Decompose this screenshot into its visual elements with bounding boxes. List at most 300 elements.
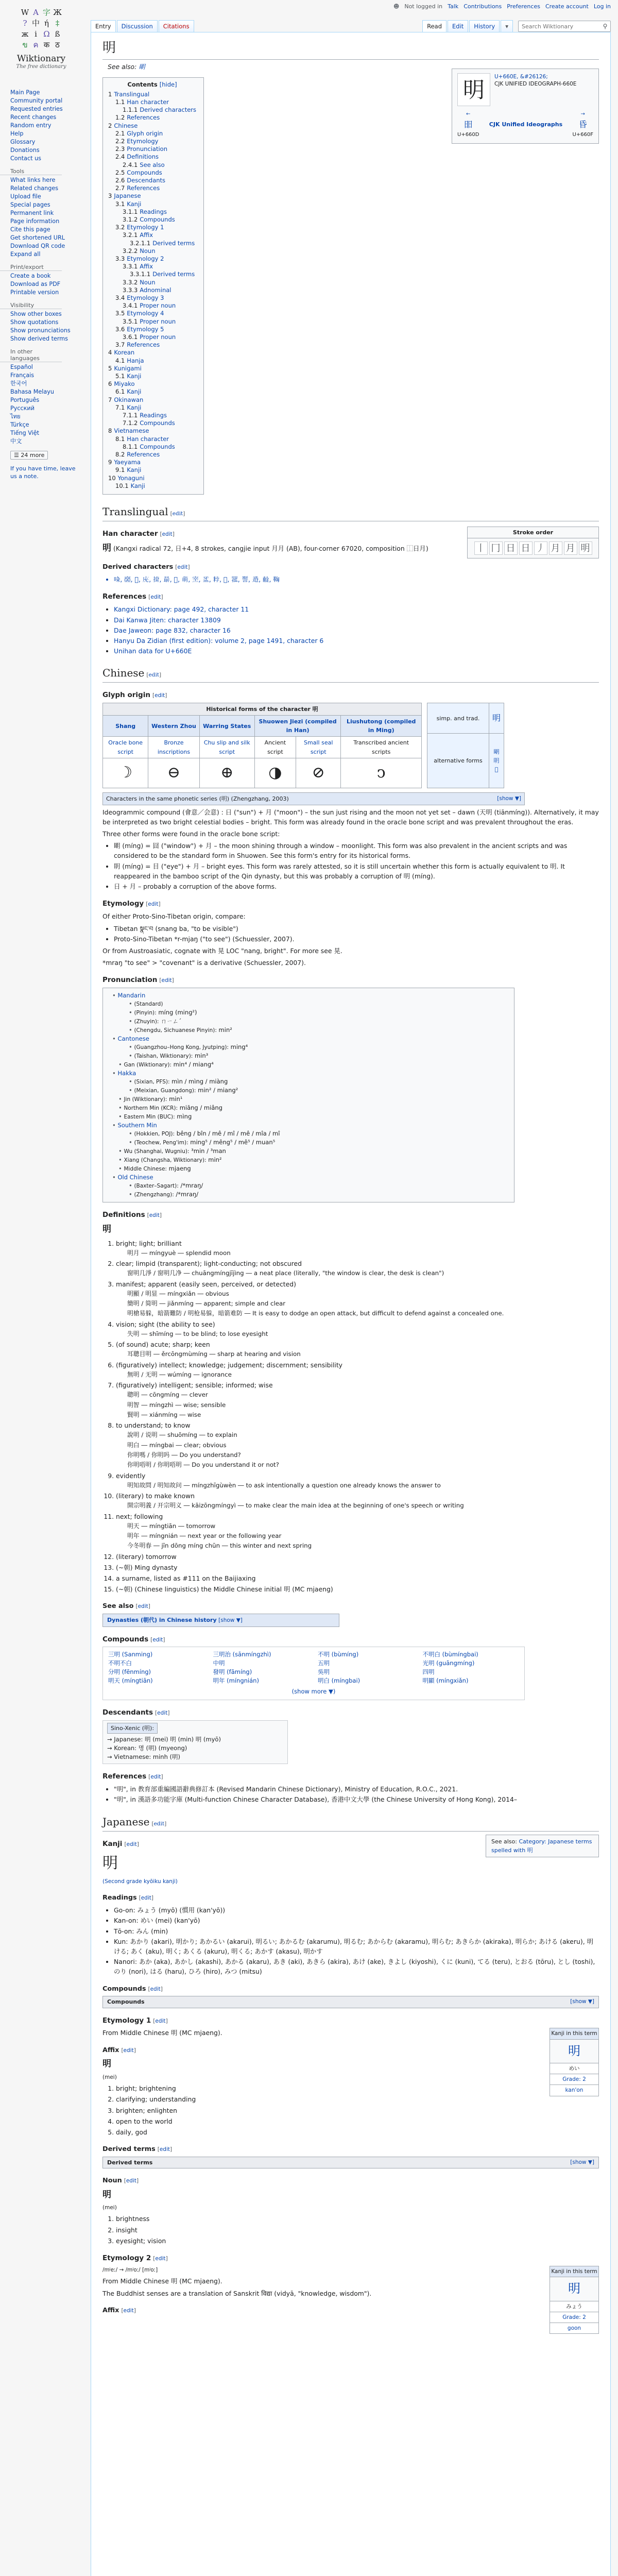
tab-history[interactable]: History — [469, 20, 500, 32]
sidebar-tool-item-link[interactable]: What links here — [10, 177, 56, 183]
toc-item[interactable] — [108, 263, 196, 270]
pron-variety[interactable]: (Meixian, Guangdong): — [134, 1088, 196, 1094]
alt-form-1[interactable]: 朙 — [493, 748, 500, 755]
toc-link[interactable]: Glyph origin — [127, 129, 163, 137]
historical-glyph[interactable]: ⊖ — [148, 758, 199, 788]
sidebar-language-item[interactable] — [10, 396, 82, 404]
sidebar-language-item-link[interactable]: Türkçe — [10, 421, 29, 428]
sidebar-language-item-link[interactable]: ไทย — [10, 413, 21, 420]
sidebar-language-item-link[interactable]: 中文 — [10, 438, 22, 445]
toc-link[interactable]: References — [127, 341, 160, 349]
toc-item[interactable] — [108, 153, 196, 161]
unicode-codepoint[interactable]: U+660E, &#26126; — [494, 74, 548, 80]
edit-link[interactable]: edit — [141, 1895, 151, 1902]
toc-item[interactable] — [108, 466, 196, 474]
toc-link[interactable]: Kanji — [127, 466, 142, 474]
toc-link[interactable]: Kanji — [127, 403, 142, 411]
sidebar-tool-item-link[interactable]: Cite this page — [10, 226, 50, 233]
edit-link[interactable]: edit — [123, 2307, 134, 2314]
sidebar-visibility-item-link[interactable]: Show pronunciations — [10, 327, 71, 334]
toc-item[interactable] — [108, 216, 196, 224]
compound-item[interactable]: 不明白 (bùmíngbai) — [422, 1651, 478, 1658]
pron-variety[interactable]: Cantonese — [117, 1035, 149, 1043]
sidebar-visibility-item[interactable] — [10, 327, 82, 335]
kanji-box-grade[interactable]: Grade: 2 — [550, 2074, 598, 2084]
sidebar-nav-item[interactable] — [10, 122, 82, 130]
toc-link[interactable]: Derived terms — [152, 239, 195, 247]
toc-item[interactable] — [108, 365, 196, 372]
compound-item[interactable]: 三明治 (sānmíngzhì) — [213, 1651, 271, 1658]
search-icon[interactable]: ⚲ — [603, 23, 608, 30]
historical-glyph[interactable]: ↄ — [341, 758, 422, 788]
sidebar-language-item[interactable] — [10, 380, 82, 388]
toc-item[interactable] — [108, 224, 196, 231]
edit-link[interactable]: edit — [149, 1212, 160, 1219]
sidebar-language-item[interactable] — [10, 363, 82, 371]
simp-trad-char[interactable]: 明 — [489, 703, 504, 734]
sidebar-tool-item[interactable] — [10, 201, 82, 209]
toc-link[interactable]: Compounds — [140, 419, 175, 427]
alt-form-2[interactable]: 眀 — [493, 757, 500, 764]
left-arrow-icon[interactable]: ← — [466, 111, 471, 117]
toc-link[interactable]: References — [127, 451, 160, 459]
sidebar-language-item-link[interactable]: Français — [10, 372, 35, 379]
sidebar-tool-item-link[interactable]: Upload file — [10, 193, 41, 200]
pron-variety[interactable]: (Sixian, PFS): — [134, 1079, 170, 1086]
col-warring-states[interactable]: Warring States — [199, 716, 254, 737]
toc-link[interactable]: Kanji — [127, 200, 142, 208]
toc-item[interactable] — [108, 302, 196, 310]
sidebar-language-item[interactable] — [10, 413, 82, 421]
category-link[interactable]: Category: Japanese terms spelled with 明 — [491, 1838, 592, 1854]
edit-link[interactable]: edit — [155, 2256, 166, 2262]
toc-item[interactable] — [108, 247, 196, 255]
sidebar-visibility-item-link[interactable]: Show other boxes — [10, 311, 62, 317]
pron-variety[interactable]: (Teochew, Peng'im): — [134, 1140, 188, 1146]
toc-item[interactable] — [108, 341, 196, 349]
sidebar-nav-item[interactable] — [10, 89, 82, 97]
pron-variety[interactable]: (Zhuyin): — [134, 1019, 159, 1025]
sidebar-print-item-link[interactable]: Download as PDF — [10, 281, 61, 287]
sub-small-seal[interactable]: Small seal script — [296, 737, 341, 758]
compound-item[interactable]: 發明 (fāmíng) — [213, 1668, 252, 1676]
more-languages-button[interactable]: ☰ 24 more — [10, 451, 48, 460]
toc-link[interactable]: Proper noun — [140, 317, 176, 325]
edit-link[interactable]: edit — [154, 692, 165, 699]
toc-link[interactable]: References — [127, 114, 160, 122]
pron-variety[interactable]: (Hokkien, POJ): — [134, 1131, 175, 1138]
toc-item[interactable] — [108, 412, 196, 419]
edit-link[interactable]: edit — [150, 1986, 161, 1992]
sidebar-tool-item[interactable] — [10, 184, 82, 193]
sidebar-language-item[interactable] — [10, 404, 82, 413]
toc-link[interactable]: Descendants — [127, 176, 166, 184]
edit-link[interactable]: edit — [148, 672, 160, 679]
col-shang[interactable]: Shang — [103, 716, 148, 737]
toc-link[interactable]: Kanji — [127, 388, 142, 396]
contributions-link[interactable]: Contributions — [464, 3, 502, 10]
toc-link[interactable]: Yaeyama — [114, 459, 141, 466]
pron-variety[interactable]: Northern Min (KCR): — [124, 1105, 178, 1112]
toc-item[interactable] — [108, 419, 196, 427]
toc-item[interactable] — [108, 114, 196, 122]
toc-item[interactable] — [108, 459, 196, 466]
sidebar-language-item-link[interactable]: Tiếng Việt — [10, 430, 40, 436]
toc-link[interactable]: Etymology 1 — [127, 224, 164, 231]
edit-link[interactable]: edit — [123, 2047, 134, 2054]
compound-item[interactable]: 明顯 (míngxiǎn) — [422, 1677, 469, 1685]
toc-item[interactable] — [108, 443, 196, 451]
sidebar-language-item-link[interactable]: Português — [10, 397, 40, 403]
site-logo[interactable] — [0, 0, 82, 82]
sidebar-visibility-item[interactable] — [10, 318, 82, 327]
sidebar-visibility-item[interactable] — [10, 335, 82, 343]
compound-item[interactable]: 三明 (Sanming) — [108, 1651, 153, 1658]
kanji-box-kind[interactable]: kan'on — [550, 2084, 598, 2095]
historical-glyph[interactable]: ⊘ — [296, 758, 341, 788]
toc-item[interactable] — [108, 318, 196, 326]
sidebar-language-item-link[interactable]: 한국어 — [10, 380, 27, 387]
pron-variety[interactable]: Middle Chinese: — [124, 1166, 167, 1173]
toc-item[interactable] — [108, 294, 196, 302]
dynasties-label[interactable]: Dynasties (朝代) in Chinese history — [107, 1617, 217, 1624]
sidebar-nav-item[interactable] — [10, 105, 82, 113]
sidebar-nav-item-link[interactable]: Help — [10, 130, 24, 137]
compound-item[interactable]: 分明 (fēnmíng) — [108, 1668, 151, 1676]
phonetic-show-toggle[interactable]: [show ▼] — [497, 795, 521, 802]
toc-link[interactable]: Etymology — [127, 137, 159, 145]
toc-item[interactable] — [108, 482, 196, 490]
compound-item[interactable]: 不明 (bùmíng) — [318, 1651, 359, 1658]
sidebar-nav-item[interactable] — [10, 146, 82, 155]
sidebar-nav-item-link[interactable]: Community portal — [10, 97, 63, 104]
toc-item[interactable] — [108, 279, 196, 286]
toc-link[interactable]: See also — [140, 161, 165, 168]
phonetic-series-bar[interactable] — [102, 792, 525, 805]
ja-derived-show[interactable]: [show ▼] — [570, 2159, 594, 2165]
sidebar-visibility-item[interactable] — [10, 310, 82, 318]
toc-link[interactable]: Definitions — [127, 153, 159, 161]
sidebar-language-item[interactable] — [10, 371, 82, 380]
toc-link[interactable]: Yonaguni — [117, 474, 145, 482]
pron-variety[interactable]: (Zhengzhang): — [134, 1192, 174, 1198]
search-input[interactable] — [519, 23, 600, 30]
kanji-box-char[interactable]: 明 — [568, 2043, 580, 2058]
sub-chu-slip[interactable]: Chu slip and silk script — [199, 737, 254, 758]
kanji-box-2-grade[interactable]: Grade: 2 — [550, 2312, 598, 2323]
historical-glyph[interactable]: ⊕ — [199, 758, 254, 788]
sub-oracle-bone[interactable]: Oracle bone script — [103, 737, 148, 758]
more-tab-menu[interactable] — [501, 20, 513, 32]
toc-link[interactable]: Miyako — [114, 380, 135, 388]
ja-compounds-bar[interactable] — [102, 1996, 599, 2008]
pron-variety[interactable]: (Taishan, Wiktionary): — [134, 1053, 193, 1060]
tab-edit[interactable]: Edit — [448, 20, 468, 32]
toc-item[interactable] — [108, 474, 196, 482]
toc-item[interactable] — [108, 192, 196, 200]
sidebar-tool-item[interactable] — [10, 176, 82, 184]
leave-note-text[interactable]: If you have time, leave us a note. — [10, 465, 76, 480]
sidebar-tool-item-link[interactable]: Related changes — [10, 185, 59, 192]
edit-link[interactable]: edit — [153, 1820, 165, 1827]
toc-item[interactable] — [108, 270, 196, 278]
sidebar-tool-item[interactable] — [10, 226, 82, 234]
compound-item[interactable]: 明白 (míngbai) — [318, 1677, 360, 1685]
sidebar-nav-item[interactable] — [10, 97, 82, 105]
sidebar-language-item-link[interactable]: Español — [10, 364, 33, 370]
sidebar-nav-item[interactable] — [10, 113, 82, 122]
block-name-link[interactable]: CJK Unified Ideographs — [489, 121, 563, 128]
toc-item[interactable] — [108, 435, 196, 443]
next-char[interactable]: 昏 — [578, 119, 587, 129]
edit-link[interactable]: edit — [126, 2178, 137, 2184]
kanji-grade-link[interactable]: (Second grade kyōiku kanji) — [102, 1878, 178, 1885]
toc-link[interactable]: Kunigami — [114, 364, 142, 372]
kanji-box-2-kind[interactable]: goon — [550, 2323, 598, 2333]
edit-link[interactable]: edit — [159, 2146, 170, 2153]
sidebar-print-item[interactable] — [10, 272, 82, 280]
dynasties-show-toggle[interactable]: [show ▼] — [218, 1617, 243, 1624]
toc-link[interactable]: Derived terms — [152, 270, 195, 278]
toc-link[interactable]: Compounds — [127, 168, 162, 176]
dynasties-navbox[interactable] — [102, 1614, 339, 1626]
log-in-link[interactable]: Log in — [593, 3, 611, 10]
toc-item[interactable] — [108, 91, 196, 98]
edit-link[interactable]: edit — [148, 901, 159, 908]
toc-item[interactable] — [108, 286, 196, 294]
pron-variety[interactable]: (Pinyin): — [134, 1010, 157, 1016]
toc-link[interactable]: Etymology 4 — [127, 310, 164, 317]
sidebar-language-item-link[interactable]: Русский — [10, 405, 35, 412]
col-liushutong[interactable]: Liushutong (compiled in Ming) — [341, 716, 422, 737]
pron-variety[interactable]: (Standard) — [134, 1001, 163, 1008]
sidebar-nav-item[interactable] — [10, 130, 82, 138]
sidebar-tool-item[interactable] — [10, 242, 82, 250]
sidebar-tool-item-link[interactable]: Special pages — [10, 201, 50, 208]
toc-item[interactable] — [108, 177, 196, 184]
tab-citations[interactable]: Citations — [159, 20, 194, 32]
toc-link[interactable]: Noun — [140, 247, 156, 255]
toc-item[interactable] — [108, 145, 196, 153]
pron-variety[interactable]: Eastern Min (BUC): — [124, 1114, 175, 1121]
pron-variety[interactable]: (Guangzhou–Hong Kong, Jyutping): — [134, 1044, 229, 1051]
toc-link[interactable]: Okinawan — [114, 396, 144, 403]
sidebar-nav-item[interactable] — [10, 138, 82, 146]
toc-link[interactable]: Vietnamese — [114, 427, 149, 435]
toc-link[interactable]: Readings — [140, 412, 167, 419]
compound-item[interactable]: 明年 (míngnián) — [213, 1677, 259, 1685]
tab-read[interactable]: Read — [422, 20, 447, 32]
toc-item[interactable] — [108, 380, 196, 388]
pron-variety[interactable]: Gan (Wiktionary): — [124, 1062, 171, 1069]
prev-char[interactable]: 昍 — [464, 119, 473, 129]
historical-glyph[interactable]: ◑ — [254, 758, 296, 788]
edit-link[interactable]: edit — [150, 594, 161, 601]
toc-item[interactable] — [108, 98, 196, 106]
sidebar-tool-item[interactable] — [10, 209, 82, 217]
toc-link[interactable]: Affix — [140, 231, 153, 239]
toc-item[interactable] — [108, 357, 196, 365]
derived-characters-list[interactable]: • 𠱞, 𡕍, 𡰳, 𢇰, 𢱕, 𣉛, 𣊇, 萌, 𤌊, 𥁆, 𥹸, 𦀐, 𦋆, 𧬊, 𨓈, 𨩧, 𩋃 — [114, 574, 599, 584]
toc-item[interactable] — [108, 349, 196, 357]
see-also-link[interactable]: 朙 — [139, 63, 145, 71]
right-arrow-icon[interactable]: → — [580, 111, 585, 117]
toc-link[interactable]: Noun — [140, 278, 156, 286]
col-shuowen[interactable]: Shuowen Jiezi (compiled in Han) — [254, 716, 341, 737]
toc-item[interactable] — [108, 451, 196, 459]
toc-item[interactable] — [108, 240, 196, 247]
toc-item[interactable] — [108, 372, 196, 380]
toc-link[interactable]: Han character — [127, 98, 169, 106]
sidebar-tool-item-link[interactable]: Get shortened URL — [10, 234, 65, 241]
sidebar-tool-item-link[interactable]: Expand all — [10, 251, 41, 258]
edit-link[interactable]: edit — [138, 1603, 148, 1610]
pron-variety[interactable]: Hakka — [117, 1070, 136, 1077]
toc-hide-toggle[interactable]: [hide] — [159, 80, 177, 88]
toc-item[interactable] — [108, 231, 196, 239]
toc-link[interactable]: Han character — [127, 435, 169, 443]
toc-link[interactable]: Chinese — [114, 122, 138, 129]
pron-variety[interactable]: Southern Min — [117, 1122, 157, 1129]
sidebar-tool-item-link[interactable]: Permanent link — [10, 210, 54, 216]
alt-form-3[interactable]: 𦝎 — [494, 766, 499, 773]
edit-link[interactable]: edit — [155, 2018, 166, 2024]
sidebar-language-item[interactable] — [10, 421, 82, 429]
sidebar-nav-item-link[interactable]: Main Page — [10, 89, 40, 96]
sidebar-tool-item[interactable] — [10, 234, 82, 242]
toc-link[interactable]: Proper noun — [140, 333, 176, 341]
col-western-zhou[interactable]: Western Zhou — [148, 716, 199, 737]
prev-character[interactable] — [457, 110, 479, 139]
ja-derived-bar[interactable] — [102, 2157, 599, 2168]
sidebar-tool-item-link[interactable]: Page information — [10, 218, 60, 225]
toc-link[interactable]: Translingual — [114, 90, 150, 98]
compound-item[interactable]: 明天 (míngtiān) — [108, 1677, 153, 1685]
toc-link[interactable]: Kanji — [130, 482, 145, 489]
kanji-box-2-char[interactable]: 明 — [568, 2281, 580, 2296]
edit-link[interactable]: edit — [172, 511, 183, 517]
toc-item[interactable] — [108, 427, 196, 435]
toc-link[interactable]: Compounds — [140, 215, 175, 223]
create-account-link[interactable]: Create account — [545, 3, 589, 10]
sidebar-tool-item[interactable] — [10, 217, 82, 226]
sidebar-print-item[interactable] — [10, 289, 82, 297]
edit-link[interactable]: edit — [152, 1636, 163, 1643]
toc-link[interactable]: Etymology 2 — [127, 255, 164, 262]
toc-link[interactable]: Pronunciation — [127, 145, 167, 153]
toc-item[interactable] — [108, 396, 196, 404]
sidebar-tool-item[interactable] — [10, 193, 82, 201]
talk-link[interactable]: Talk — [448, 3, 459, 10]
toc-link[interactable]: Korean — [114, 349, 135, 357]
sidebar-language-item[interactable] — [10, 388, 82, 396]
toc-link[interactable]: Etymology 3 — [127, 294, 164, 301]
compounds-show-more[interactable]: (show more ▼) — [291, 1688, 336, 1696]
compound-item[interactable]: 四明 — [422, 1668, 435, 1676]
sub-bronze[interactable]: Bronze inscriptions — [148, 737, 199, 758]
historical-glyph[interactable]: ☽ — [103, 758, 148, 788]
sidebar-language-item[interactable] — [10, 429, 82, 437]
preferences-link[interactable]: Preferences — [507, 3, 540, 10]
sidebar-language-item-link[interactable]: Bahasa Melayu — [10, 388, 54, 395]
pron-variety[interactable]: Jin (Wiktionary): — [124, 1096, 167, 1103]
sidebar-print-item-link[interactable]: Printable version — [10, 289, 59, 296]
toc-link[interactable]: References — [127, 184, 160, 192]
toc-item[interactable] — [108, 208, 196, 216]
sidebar-nav-item-link[interactable]: Contact us — [10, 155, 42, 162]
toc-link[interactable]: Readings — [140, 208, 167, 215]
toc-link[interactable]: Kanji — [127, 372, 142, 380]
toc-link[interactable]: Affix — [140, 263, 153, 270]
toc-link[interactable]: Etymology 5 — [127, 325, 164, 333]
toc-item[interactable] — [108, 138, 196, 145]
tab-discussion[interactable]: Discussion — [117, 20, 158, 32]
toc-item[interactable] — [108, 130, 196, 138]
pron-variety[interactable]: (Chengdu, Sichuanese Pinyin): — [134, 1027, 217, 1034]
sidebar-visibility-item-link[interactable]: Show quotations — [10, 319, 59, 326]
toc-item[interactable] — [108, 122, 196, 130]
toc-item[interactable] — [108, 255, 196, 263]
sidebar-tool-item[interactable] — [10, 250, 82, 259]
sidebar-nav-item-link[interactable]: Donations — [10, 147, 40, 154]
compound-item[interactable]: 五明 — [318, 1659, 330, 1667]
pron-variety[interactable]: Wu (Shanghai, Wugniu): — [124, 1148, 190, 1155]
sidebar-nav-item-link[interactable]: Glossary — [10, 139, 36, 145]
toc-item[interactable] — [108, 404, 196, 412]
edit-link[interactable]: edit — [126, 1841, 137, 1848]
toc-link[interactable]: Adnominal — [140, 286, 171, 294]
toc-item[interactable] — [108, 388, 196, 396]
toc-item[interactable] — [108, 310, 196, 317]
pron-variety[interactable]: Mandarin — [117, 992, 146, 999]
sidebar-nav-item-link[interactable]: Requested entries — [10, 106, 63, 112]
pron-variety[interactable]: Xiang (Changsha, Wiktionary): — [124, 1157, 207, 1164]
toc-link[interactable]: Derived characters — [140, 106, 197, 114]
toc-item[interactable] — [108, 326, 196, 333]
toc-item[interactable] — [108, 184, 196, 192]
sidebar-print-item-link[interactable]: Create a book — [10, 273, 51, 279]
toc-item[interactable] — [108, 200, 196, 208]
edit-link[interactable]: edit — [157, 1710, 168, 1717]
leave-note-link[interactable] — [0, 465, 82, 480]
sidebar-language-item[interactable] — [10, 437, 82, 446]
sidebar-tool-item-link[interactable]: Download QR code — [10, 243, 65, 249]
toc-link[interactable]: Compounds — [140, 443, 175, 450]
pron-variety[interactable]: Old Chinese — [117, 1174, 153, 1181]
edit-link[interactable]: edit — [162, 531, 173, 538]
compound-item[interactable]: 吳明 — [318, 1668, 330, 1676]
ja-compounds-show[interactable]: [show ▼] — [570, 1998, 594, 2005]
sidebar-nav-item[interactable] — [10, 155, 82, 163]
edit-link[interactable]: edit — [150, 1774, 161, 1781]
toc-item[interactable] — [108, 106, 196, 114]
sidebar-visibility-item-link[interactable]: Show derived terms — [10, 335, 68, 342]
edit-link[interactable]: edit — [177, 564, 188, 571]
toc-item[interactable] — [108, 169, 196, 177]
sidebar-nav-item-link[interactable]: Recent changes — [10, 114, 57, 121]
compound-item[interactable]: 光明 (guāngmíng) — [422, 1659, 475, 1667]
toc-link[interactable]: Hanja — [127, 357, 144, 364]
next-character[interactable] — [572, 110, 593, 139]
toc-link[interactable]: Japanese — [114, 192, 141, 200]
toc-item[interactable] — [108, 161, 196, 169]
toc-link[interactable]: Proper noun — [140, 302, 176, 310]
toc-item[interactable] — [108, 333, 196, 341]
edit-link[interactable]: edit — [161, 977, 172, 984]
sidebar-nav-item-link[interactable]: Random entry — [10, 122, 52, 129]
pron-variety[interactable]: (Baxter–Sagart): — [134, 1183, 179, 1190]
compound-item[interactable]: 中明 — [213, 1659, 225, 1667]
